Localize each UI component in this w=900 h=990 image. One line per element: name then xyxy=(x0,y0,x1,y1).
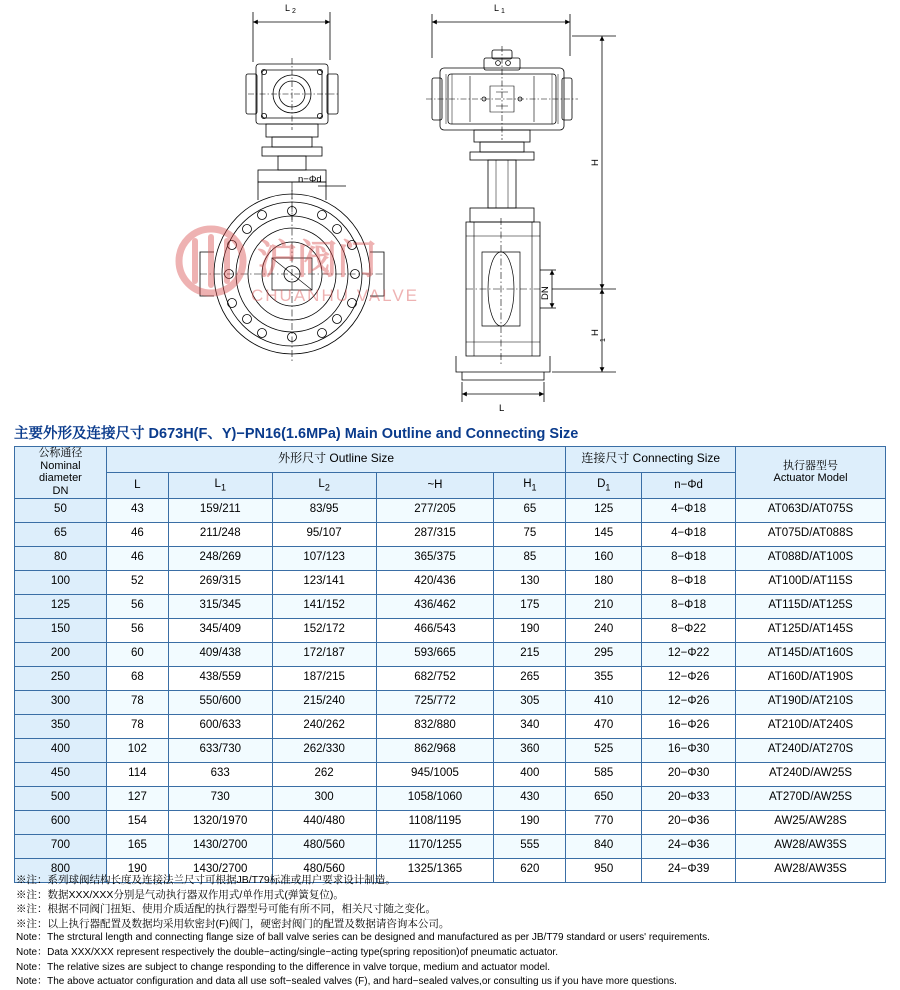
cell-dn: 80 xyxy=(15,546,107,570)
header-dn-cn: 公称通径 xyxy=(38,447,83,459)
cell-L: 56 xyxy=(106,618,168,642)
cell-L1: 345/409 xyxy=(168,618,272,642)
cell-actuator: AW28/AW35S xyxy=(736,858,886,882)
table-row xyxy=(15,618,886,642)
cell-H1: 265 xyxy=(494,666,566,690)
table-row xyxy=(15,762,886,786)
cell-dn: 350 xyxy=(15,714,107,738)
header-col-D1: $D_1$ xyxy=(566,472,642,498)
cell-nd: 12−Φ22 xyxy=(642,642,736,666)
cell-L1: 159/211 xyxy=(168,498,272,522)
cell-nd: 12−Φ26 xyxy=(642,666,736,690)
header-outline-size: 外形尺寸 Outline Size xyxy=(106,447,565,473)
cell-actuator: AT160D/AT190S xyxy=(736,666,886,690)
cell-nd: 24−Φ39 xyxy=(642,858,736,882)
cell-H: 1325/1365 xyxy=(376,858,494,882)
cell-L1: 409/438 xyxy=(168,642,272,666)
cell-H: 420/436 xyxy=(376,570,494,594)
table-row xyxy=(15,786,886,810)
cell-H1: 620 xyxy=(494,858,566,882)
cell-D1: 240 xyxy=(566,618,642,642)
section-title: 主要外形及连接尺寸 D673H(F、Y)−PN16(1.6MPa) Main Outline and Connecting Size xyxy=(14,426,579,442)
table-row xyxy=(15,522,886,546)
cell-nd: 8−Φ22 xyxy=(642,618,736,642)
cell-H1: 400 xyxy=(494,762,566,786)
cell-D1: 650 xyxy=(566,786,642,810)
cell-dn: 150 xyxy=(15,618,107,642)
cell-D1: 585 xyxy=(566,762,642,786)
header-col-H: ~H xyxy=(376,472,494,498)
table-header-row-1 xyxy=(15,447,886,473)
header-col-nd: n−Φd xyxy=(642,472,736,498)
header-actuator-model xyxy=(736,447,886,499)
cell-D1: 125 xyxy=(566,498,642,522)
cell-nd: 20−Φ30 xyxy=(642,762,736,786)
header-dn-en3: DN xyxy=(52,484,69,497)
cell-nd: 12−Φ26 xyxy=(642,690,736,714)
header-actuator-en: Actuator Model xyxy=(773,472,848,485)
cell-dn: 600 xyxy=(15,810,107,834)
cell-D1: 950 xyxy=(566,858,642,882)
cell-L1: 633/730 xyxy=(168,738,272,762)
cell-H1: 75 xyxy=(494,522,566,546)
cell-dn: 450 xyxy=(15,762,107,786)
cell-L1: 730 xyxy=(168,786,272,810)
svg-text:沪阀门: 沪阀门 xyxy=(257,237,377,282)
cell-L2: 240/262 xyxy=(272,714,376,738)
cell-L2: 187/215 xyxy=(272,666,376,690)
cell-H1: 555 xyxy=(494,834,566,858)
cell-H: 1058/1060 xyxy=(376,786,494,810)
cell-H: 862/968 xyxy=(376,738,494,762)
cell-nd: 20−Φ36 xyxy=(642,810,736,834)
cell-L1: 269/315 xyxy=(168,570,272,594)
cell-actuator: AT240D/AT270S xyxy=(736,738,886,762)
cell-actuator: AT145D/AT160S xyxy=(736,642,886,666)
cell-L1: 633 xyxy=(168,762,272,786)
technical-drawing xyxy=(0,0,900,415)
table-row xyxy=(15,690,886,714)
cell-actuator: AT240D/AW25S xyxy=(736,762,886,786)
cell-L: 114 xyxy=(106,762,168,786)
cell-H: 466/543 xyxy=(376,618,494,642)
cell-H: 1170/1255 xyxy=(376,834,494,858)
svg-text:DN: DN xyxy=(540,286,551,300)
cell-L: 78 xyxy=(106,714,168,738)
cell-D1: 770 xyxy=(566,810,642,834)
cell-L2: 83/95 xyxy=(272,498,376,522)
cell-H1: 360 xyxy=(494,738,566,762)
svg-text:L: L xyxy=(285,3,291,13)
cell-L: 102 xyxy=(106,738,168,762)
table-row xyxy=(15,546,886,570)
cell-D1: 840 xyxy=(566,834,642,858)
cell-H: 436/462 xyxy=(376,594,494,618)
cell-actuator: AT210D/AT240S xyxy=(736,714,886,738)
cell-L1: 248/269 xyxy=(168,546,272,570)
cell-nd: 16−Φ30 xyxy=(642,738,736,762)
cell-L2: 262 xyxy=(272,762,376,786)
cell-H1: 130 xyxy=(494,570,566,594)
note-line: Note：The relative sizes are subject to change responding to the difference in valve torque, medium and actuator model. xyxy=(16,961,551,973)
table-row xyxy=(15,834,886,858)
cell-H1: 65 xyxy=(494,498,566,522)
svg-text:CHUANHU VALVE: CHUANHU VALVE xyxy=(251,286,420,305)
cell-L2: 480/560 xyxy=(272,834,376,858)
cell-dn: 65 xyxy=(15,522,107,546)
cell-D1: 470 xyxy=(566,714,642,738)
table-row xyxy=(15,810,886,834)
cell-L: 56 xyxy=(106,594,168,618)
cell-L: 43 xyxy=(106,498,168,522)
cell-H: 593/665 xyxy=(376,642,494,666)
cell-H1: 190 xyxy=(494,618,566,642)
header-connecting-size: 连接尺寸 Connecting Size xyxy=(566,447,736,473)
svg-text:H: H xyxy=(590,329,601,336)
cell-H1: 175 xyxy=(494,594,566,618)
cell-nd: 8−Φ18 xyxy=(642,570,736,594)
cell-L: 60 xyxy=(106,642,168,666)
cell-H1: 305 xyxy=(494,690,566,714)
header-dn-en2: diameter xyxy=(39,472,82,485)
cell-H: 945/1005 xyxy=(376,762,494,786)
header-col-L: L xyxy=(106,472,168,498)
note-line: ※注：根据不同阀门扭矩、使用介质适配的执行器型号可能有所不同，相关尺寸随之变化。 xyxy=(16,903,436,916)
cell-L: 68 xyxy=(106,666,168,690)
cell-dn: 50 xyxy=(15,498,107,522)
cell-H1: 340 xyxy=(494,714,566,738)
cell-dn: 300 xyxy=(15,690,107,714)
cell-L1: 211/248 xyxy=(168,522,272,546)
cell-actuator: AT115D/AT125S xyxy=(736,594,886,618)
table-row xyxy=(15,642,886,666)
cell-H: 1108/1195 xyxy=(376,810,494,834)
cell-dn: 200 xyxy=(15,642,107,666)
header-col-L2: $L_2$ xyxy=(272,472,376,498)
cell-L2: 215/240 xyxy=(272,690,376,714)
cell-D1: 355 xyxy=(566,666,642,690)
cell-D1: 410 xyxy=(566,690,642,714)
header-col-L1: $L_1$ xyxy=(168,472,272,498)
header-dn-en1: Nominal xyxy=(40,459,81,472)
cell-L: 165 xyxy=(106,834,168,858)
cell-D1: 295 xyxy=(566,642,642,666)
cell-dn: 800 xyxy=(15,858,107,882)
cell-nd: 8−Φ18 xyxy=(642,546,736,570)
cell-D1: 145 xyxy=(566,522,642,546)
cell-L2: 172/187 xyxy=(272,642,376,666)
table-row xyxy=(15,714,886,738)
svg-text:1: 1 xyxy=(501,8,505,15)
cell-nd: 4−Φ18 xyxy=(642,498,736,522)
cell-nd: 24−Φ36 xyxy=(642,834,736,858)
cell-L2: 300 xyxy=(272,786,376,810)
table-row xyxy=(15,738,886,762)
cell-D1: 525 xyxy=(566,738,642,762)
notes-block xyxy=(16,873,886,990)
cell-L: 190 xyxy=(106,858,168,882)
dimension-table xyxy=(14,446,886,883)
cell-actuator: AT125D/AT145S xyxy=(736,618,886,642)
table-row xyxy=(15,498,886,522)
cell-L1: 438/559 xyxy=(168,666,272,690)
dimension-table-wrapper xyxy=(14,446,886,883)
cell-actuator: AT190D/AT210S xyxy=(736,690,886,714)
cell-actuator: AT100D/AT115S xyxy=(736,570,886,594)
note-line: ※注：系列球阀结构长度及连接法兰尺寸可根据JB/T79标准或用户要求设计制造。 xyxy=(16,874,396,886)
cell-D1: 160 xyxy=(566,546,642,570)
cell-L: 46 xyxy=(106,522,168,546)
cell-L2: 262/330 xyxy=(272,738,376,762)
cell-L2: 152/172 xyxy=(272,618,376,642)
cell-H1: 430 xyxy=(494,786,566,810)
cell-H1: 190 xyxy=(494,810,566,834)
cell-actuator: AW25/AW28S xyxy=(736,810,886,834)
svg-text:L: L xyxy=(494,3,500,13)
cell-L1: 1430/2700 xyxy=(168,858,272,882)
note-line: ※注：数据XXX/XXX分别是气动执行器双作用式/单作用式(弹簧复位)。 xyxy=(16,888,344,901)
table-body xyxy=(15,498,886,882)
header-actuator-cn: 执行器型号 xyxy=(783,459,839,472)
cell-D1: 180 xyxy=(566,570,642,594)
svg-text:L: L xyxy=(499,403,505,414)
header-col-H1: $H_1$ xyxy=(494,472,566,498)
table-row xyxy=(15,666,886,690)
cell-dn: 700 xyxy=(15,834,107,858)
cell-L: 78 xyxy=(106,690,168,714)
cell-H: 277/205 xyxy=(376,498,494,522)
cell-L: 46 xyxy=(106,546,168,570)
cell-H: 832/880 xyxy=(376,714,494,738)
note-line: Note：The strctural length and connecting flange size of ball valve series can be designed and manufactured as per JB/T79 standard or users' requirements. xyxy=(16,932,710,944)
svg-text:n−Φd: n−Φd xyxy=(298,174,322,185)
svg-text:1: 1 xyxy=(600,338,607,342)
cell-L1: 550/600 xyxy=(168,690,272,714)
cell-H: 365/375 xyxy=(376,546,494,570)
cell-H1: 85 xyxy=(494,546,566,570)
table-row xyxy=(15,570,886,594)
cell-L1: 600/633 xyxy=(168,714,272,738)
cell-L2: 440/480 xyxy=(272,810,376,834)
header-nominal-diameter xyxy=(15,447,107,499)
cell-nd: 4−Φ18 xyxy=(642,522,736,546)
note-line: Note：Data XXX/XXX represent respectively the double−acting/single−acting type(spring reposition)of pneumatic actuator. xyxy=(16,946,558,958)
cell-H: 287/315 xyxy=(376,522,494,546)
cell-L1: 1430/2700 xyxy=(168,834,272,858)
cell-H: 682/752 xyxy=(376,666,494,690)
cell-actuator: AT075D/AT088S xyxy=(736,522,886,546)
cell-nd: 8−Φ18 xyxy=(642,594,736,618)
cell-L2: 123/141 xyxy=(272,570,376,594)
cell-actuator: AW28/AW35S xyxy=(736,834,886,858)
svg-text:H: H xyxy=(590,159,601,166)
cell-L2: 107/123 xyxy=(272,546,376,570)
cell-H1: 215 xyxy=(494,642,566,666)
note-line: Note：The above actuator configuration and data all use soft−sealed valves (F), and hard−sealed valves,or consulting us if you have more questions. xyxy=(16,976,677,988)
cell-nd: 16−Φ26 xyxy=(642,714,736,738)
cell-L1: 315/345 xyxy=(168,594,272,618)
cell-actuator: AT270D/AW25S xyxy=(736,786,886,810)
svg-text:2: 2 xyxy=(292,8,296,15)
note-line: ※注：以上执行器配置及数据均采用软密封(F)阀门，硬密封阀门的配置及数据请咨询本公司。 xyxy=(16,917,450,930)
cell-dn: 100 xyxy=(15,570,107,594)
cell-dn: 400 xyxy=(15,738,107,762)
cell-dn: 250 xyxy=(15,666,107,690)
cell-L2: 95/107 xyxy=(272,522,376,546)
cell-L2: 141/152 xyxy=(272,594,376,618)
cell-dn: 500 xyxy=(15,786,107,810)
cell-L: 154 xyxy=(106,810,168,834)
cell-L: 52 xyxy=(106,570,168,594)
cell-D1: 210 xyxy=(566,594,642,618)
cell-actuator: AT088D/AT100S xyxy=(736,546,886,570)
cell-dn: 125 xyxy=(15,594,107,618)
table-row xyxy=(15,594,886,618)
cell-L: 127 xyxy=(106,786,168,810)
cell-actuator: AT063D/AT075S xyxy=(736,498,886,522)
cell-L1: 1320/1970 xyxy=(168,810,272,834)
cell-H: 725/772 xyxy=(376,690,494,714)
cell-nd: 20−Φ33 xyxy=(642,786,736,810)
cell-L2: 480/560 xyxy=(272,858,376,882)
